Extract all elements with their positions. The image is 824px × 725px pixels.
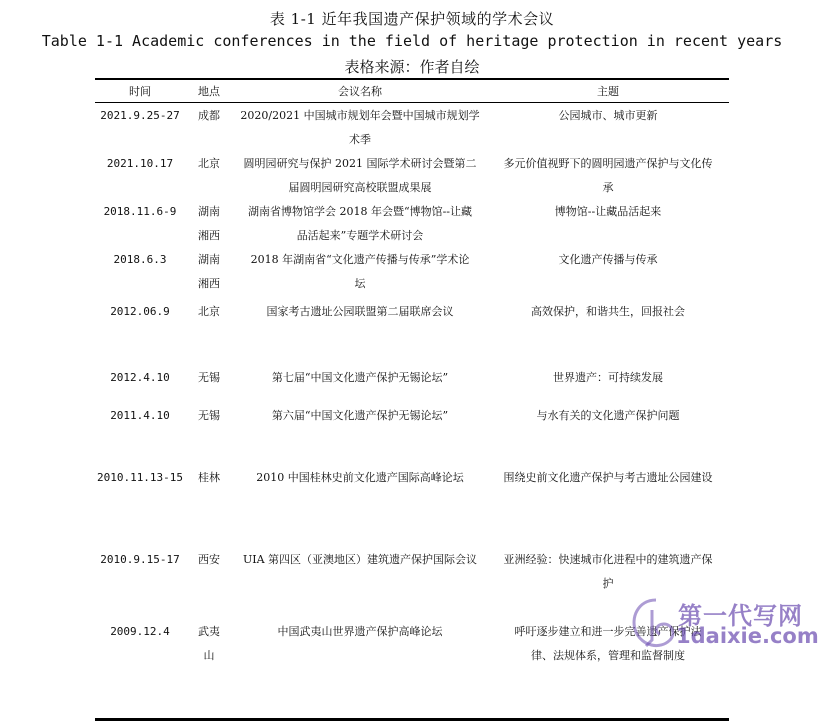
row-conference-name-line: 第七届“中国文化遗产保护无锡论坛” bbox=[271, 371, 449, 384]
table-source: 表格来源：作者自绘 bbox=[344, 58, 480, 76]
table-title-english: Table 1-1 Academic conferences in the field of heritage protection in recent years bbox=[41, 32, 783, 50]
row-date: 2021.9.25-27 bbox=[100, 109, 180, 122]
row-theme-line: 呼吁逐步建立和进一步完善遗产保护法 bbox=[514, 625, 702, 638]
row-theme-line: 公园城市、城市更新 bbox=[558, 109, 658, 122]
row-conference-name-line: 品活起来”专题学术研讨会 bbox=[296, 229, 424, 242]
row-conference-name-line: 2010 中国桂林史前文化遗产国际高峰论坛 bbox=[256, 471, 464, 484]
row-place-line: 湘西 bbox=[198, 277, 220, 290]
header-theme: 主题 bbox=[597, 85, 619, 98]
row-theme-line: 围绕史前文化遗产保护与考古遗址公园建设 bbox=[503, 471, 713, 484]
row-conference-name-line: 坛 bbox=[354, 277, 366, 290]
row-date: 2018.6.3 bbox=[113, 253, 167, 266]
row-place-line: 北京 bbox=[198, 157, 220, 170]
row-conference-name-line: 2020/2021 中国城市规划年会暨中国城市规划学 bbox=[240, 109, 480, 122]
header-date: 时间 bbox=[129, 85, 151, 98]
row-date: 2009.12.4 bbox=[110, 625, 170, 638]
row-conference-name-line: 术季 bbox=[349, 133, 371, 146]
row-place-line: 北京 bbox=[198, 305, 220, 318]
row-date: 2018.11.6-9 bbox=[103, 205, 177, 218]
row-theme-line: 高效保护，和谐共生，回报社会 bbox=[531, 305, 685, 318]
row-theme-line: 世界遗产：可持续发展 bbox=[553, 371, 663, 384]
row-conference-name-line: 第六届“中国文化遗产保护无锡论坛” bbox=[271, 409, 449, 422]
row-conference-name-line: 届圆明园研究高校联盟成果展 bbox=[288, 181, 432, 194]
row-place-line: 山 bbox=[203, 649, 215, 662]
row-date: 2010.11.13-15 bbox=[96, 471, 184, 484]
row-theme-line: 文化遗产传播与传承 bbox=[558, 253, 658, 266]
watermark-swirl-icon bbox=[626, 594, 682, 654]
header-conference-name: 会议名称 bbox=[338, 85, 382, 98]
row-place-line: 湖南 bbox=[198, 253, 220, 266]
row-date: 2021.10.17 bbox=[106, 157, 174, 170]
row-conference-name-line: 2018 年湖南省“文化遗产传播与传承”学术论 bbox=[250, 253, 470, 266]
row-theme-line: 护 bbox=[602, 577, 614, 590]
row-place-line: 桂林 bbox=[198, 471, 220, 484]
row-place-line: 无锡 bbox=[198, 371, 220, 384]
watermark-text-chinese: 第一代写网 bbox=[678, 602, 803, 630]
row-date: 2012.4.10 bbox=[110, 371, 170, 384]
row-conference-name-line: 圆明园研究与保护 2021 国际学术研讨会暨第二 bbox=[243, 157, 477, 170]
table-title-chinese: 表 1-1 近年我国遗产保护领域的学术会议 bbox=[269, 10, 555, 28]
table-bottom-rule bbox=[95, 718, 729, 721]
row-conference-name-line: 湖南省博物馆学会 2018 年会暨“博物馆--让藏 bbox=[247, 205, 473, 218]
row-theme-line: 律、法规体系，管理和监督制度 bbox=[531, 649, 685, 662]
row-conference-name-line: 国家考古遗址公园联盟第二届联席会议 bbox=[266, 305, 454, 318]
table-header-rule bbox=[95, 102, 729, 103]
header-place: 地点 bbox=[198, 85, 220, 98]
row-place-line: 无锡 bbox=[198, 409, 220, 422]
row-theme-line: 博物馆--让藏品活起来 bbox=[554, 205, 662, 218]
row-conference-name-line: UIA 第四区（亚澳地区）建筑遗产保护国际会议 bbox=[242, 553, 478, 566]
row-date: 2011.4.10 bbox=[110, 409, 170, 422]
row-theme-line: 多元价值视野下的圆明园遗产保护与文化传 bbox=[503, 157, 713, 170]
row-theme-line: 承 bbox=[602, 181, 614, 194]
row-place-line: 武夷 bbox=[198, 625, 220, 638]
row-theme-line: 亚洲经验：快速城市化进程中的建筑遗产保 bbox=[503, 553, 713, 566]
row-place-line: 湖南 bbox=[198, 205, 220, 218]
row-place-line: 西安 bbox=[198, 553, 220, 566]
watermark-text-url: 1daixie.com bbox=[676, 624, 819, 648]
row-date: 2010.9.15-17 bbox=[100, 553, 180, 566]
watermark-logo bbox=[626, 594, 819, 654]
row-place-line: 成都 bbox=[198, 109, 220, 122]
row-date: 2012.06.9 bbox=[110, 305, 170, 318]
row-place-line: 湘西 bbox=[198, 229, 220, 242]
row-theme-line: 与水有关的文化遗产保护问题 bbox=[536, 409, 680, 422]
row-conference-name-line: 中国武夷山世界遗产保护高峰论坛 bbox=[277, 625, 443, 638]
